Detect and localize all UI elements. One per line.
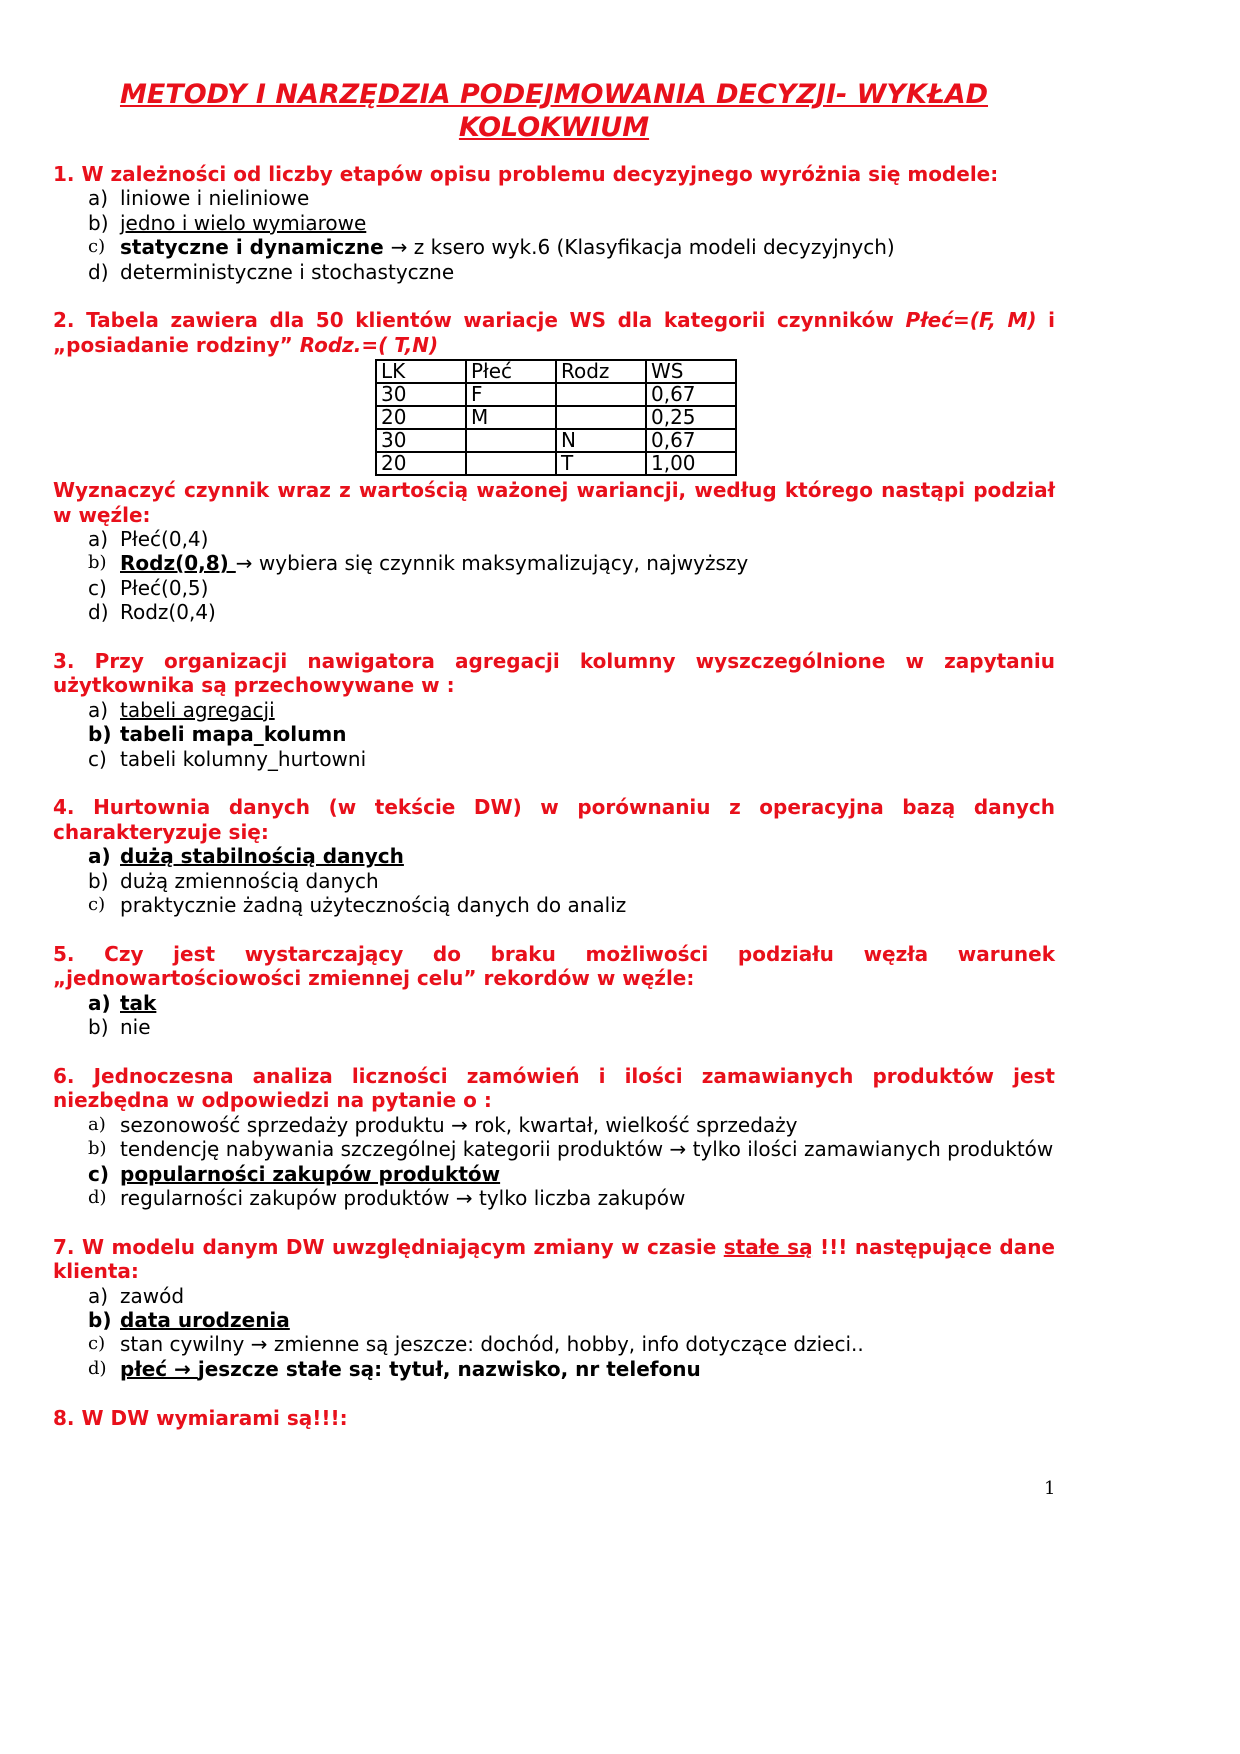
question-title [53,942,1055,991]
answer-option [53,1332,1055,1356]
answer-option [53,235,1055,259]
question [53,942,1055,1040]
text-run: deterministyczne i stochastyczne [120,259,455,284]
table-cell: 30 [376,383,466,406]
question-title [53,162,1055,186]
option-label: c) [88,894,106,916]
question [53,1235,1055,1381]
question [53,1064,1055,1210]
option-label: b) [88,722,112,747]
table-cell [556,406,646,429]
text-run: tabeli mapa_kolumn [120,722,347,747]
text-run: nie [120,1015,151,1040]
option-label: c) [88,575,107,600]
text-run: data urodzenia [120,1307,290,1332]
ws-table [375,359,737,476]
text-run: płeć → [120,1356,198,1381]
table-cell: 20 [376,406,466,429]
text-run: tak [120,990,157,1015]
option-label: a) [88,990,111,1015]
table-cell [556,383,646,406]
question [53,795,1055,917]
answer-option [53,186,1055,210]
option-text [120,211,1055,235]
option-text [120,698,1055,722]
option-text [120,869,1055,893]
text-run: Płeć=(F, M) [905,308,1037,333]
text-run: i „posiadanie rodziny” [53,308,1055,357]
option-text [120,991,1055,1015]
text-run: 5. Czy jest wystarczający do braku możliwości podziału węzła warunek „jednowartościowości zmiennej celu” rekordów w węźle: [53,941,1055,991]
text-run: regularności zakupów produktów → tylko liczba zakupów [120,1185,686,1210]
answer-option [53,893,1055,917]
table-row [376,383,736,406]
table-row [376,429,736,452]
option-text [120,1308,1055,1332]
option-text [120,722,1055,746]
option-text [120,527,1055,551]
option-text [120,1332,1055,1356]
option-label: b) [88,210,109,235]
text-run: zawód [120,1283,185,1308]
question [53,649,1055,771]
option-label: d) [88,1186,107,1208]
text-run: Rodz(0,8) [120,551,236,576]
option-text [120,260,1055,284]
option-label: d) [88,1357,107,1379]
option-text [120,1284,1055,1308]
option-text [120,1113,1055,1137]
option-text [120,235,1055,259]
text-run: dużą zmiennością danych [120,868,379,893]
option-label: b) [88,552,107,574]
answer-option [53,698,1055,722]
text-run: 7. W modelu danym DW uwzględniającym zmiany w czasie [53,1234,724,1259]
text-run: stan cywilny → zmienne są jeszcze: dochód, hobby, info dotyczące dzieci.. [120,1332,864,1357]
answer-option [53,1015,1055,1039]
document-title [53,78,1055,144]
answer-option [53,747,1055,771]
option-label: a) [88,1283,109,1308]
option-text [120,893,1055,917]
option-label: a) [88,1113,106,1135]
table-cell: T [556,452,646,475]
answer-option [53,844,1055,868]
option-text [120,600,1055,624]
table-cell: 0,67 [646,429,736,452]
answer-option [53,1162,1055,1186]
answer-option [53,722,1055,746]
answer-option [53,1186,1055,1210]
option-label: a) [88,844,111,869]
answer-option [53,869,1055,893]
text-run: popularności zakupów produktów [120,1161,501,1186]
question [53,162,1055,284]
text-run: 6. Jednoczesna analiza liczności zamówień i ilości zamawianych produktów jest niezbędna w odpowiedzi na pytanie o : [53,1063,1055,1113]
table-row [376,452,736,475]
option-label: c) [88,746,107,771]
text-run: jeszcze stałe są: tytuł, nazwisko, nr telefonu [197,1356,701,1381]
table-cell [466,452,556,475]
answer-option [53,576,1055,600]
answer-option [53,211,1055,235]
table-cell: LK [376,360,466,383]
option-text [120,844,1055,868]
option-label: c) [88,1333,106,1355]
document-page [53,78,1055,1454]
answer-option [53,1137,1055,1161]
option-label: a) [88,697,109,722]
text-run: → z ksero wyk.6 (Klasyfikacja modeli decyzyjnych) [390,235,895,260]
answer-option [53,1113,1055,1137]
question-title [53,308,1055,357]
option-label: b) [88,1015,109,1040]
option-text [120,576,1055,600]
option-label: a) [88,186,109,211]
text-run: stałe są [723,1234,813,1259]
question-title [53,1406,1055,1430]
question-title [53,1064,1055,1113]
table-cell: F [466,383,556,406]
option-label: a) [88,527,109,552]
question-title [53,649,1055,698]
title-line: KOLOKWIUM [458,112,650,143]
answer-option [53,527,1055,551]
option-text [120,186,1055,210]
text-run: sezonowość sprzedaży produktu → rok, kwartał, wielkość sprzedaży [120,1112,798,1137]
option-text [120,1162,1055,1186]
option-label: c) [88,236,106,258]
text-run: 2. Tabela zawiera dla 50 klientów wariacje WS dla kategorii czynników [53,308,906,333]
text-run: tendencję nabywania szczególnej kategorii produktów → tylko ilości zamawianych produktów [120,1137,1054,1162]
text-run: 1. W zależności od liczby etapów opisu problemu decyzyjnego wyróżnia się modele: [53,162,999,186]
table-cell: 20 [376,452,466,475]
table-cell: 30 [376,429,466,452]
question-title [53,1235,1055,1284]
question-title [53,795,1055,844]
answer-option [53,1284,1055,1308]
answer-option [53,551,1055,575]
text-run: statyczne i dynamiczne [120,235,391,260]
text-run: praktycznie żadną użytecznością danych do analiz [120,893,627,918]
text-run: Rodz(0,4) [120,600,216,625]
text-run: 3. Przy organizacji nawigatora agregacji kolumny wyszczególnione w zapytaniu użytkownika są przechowywane w : [53,649,1055,698]
title-line: METODY I NARZĘDZIA PODEJMOWANIA DECYZJI- WYKŁAD [119,79,989,110]
table-row [376,406,736,429]
table-cell: N [556,429,646,452]
option-text [120,1137,1055,1161]
text-run: Płeć(0,5) [120,575,209,600]
question [53,1406,1055,1430]
text-run: dużą stabilnością danych [120,844,404,869]
text-run: 8. W DW wymiarami są!!!: [53,1405,348,1430]
answer-option [53,260,1055,284]
page-number: 1 [1044,1478,1056,1499]
question [53,308,1055,624]
table-cell: 1,00 [646,452,736,475]
text-run: Rodz.=( T,N) [299,332,439,357]
option-text [120,1186,1055,1210]
table-cell: Rodz [556,360,646,383]
table-row [376,360,736,383]
questions-list [53,162,1055,1430]
answer-option [53,1357,1055,1381]
table-cell: M [466,406,556,429]
option-label: c) [88,1161,109,1186]
option-label: b) [88,868,109,893]
option-label: d) [88,259,109,284]
table-cell: Płeć [466,360,556,383]
option-text [120,551,1055,575]
text-run: tabeli kolumny_hurtowni [120,746,367,771]
question-subtitle [53,478,1055,527]
text-run: liniowe i nieliniowe [120,186,310,211]
text-run: 4. Hurtownia danych (w tekście DW) w porównaniu z operacyjna bazą danych charakteryzuje się: [53,795,1055,844]
text-run: Płeć(0,4) [120,527,209,552]
text-run: → wybiera się czynnik maksymalizujący, najwyższy [235,551,749,576]
option-label: b) [88,1307,112,1332]
option-label: d) [88,600,109,625]
option-text [120,747,1055,771]
table-cell: WS [646,360,736,383]
option-text [120,1015,1055,1039]
option-text [120,1357,1055,1381]
table-cell: 0,25 [646,406,736,429]
answer-option [53,991,1055,1015]
table-cell: 0,67 [646,383,736,406]
table-cell [466,429,556,452]
text-run: Wyznaczyć czynnik wraz z wartością ważonej wariancji, według którego nastąpi podział w węźle: [53,478,1055,527]
option-label: b) [88,1138,107,1160]
text-run: tabeli agregacji [120,697,275,722]
answer-option [53,1308,1055,1332]
text-run: !!! następujące dane klienta: [53,1234,1055,1284]
answer-option [53,600,1055,624]
text-run: jedno i wielo wymiarowe [120,210,367,235]
